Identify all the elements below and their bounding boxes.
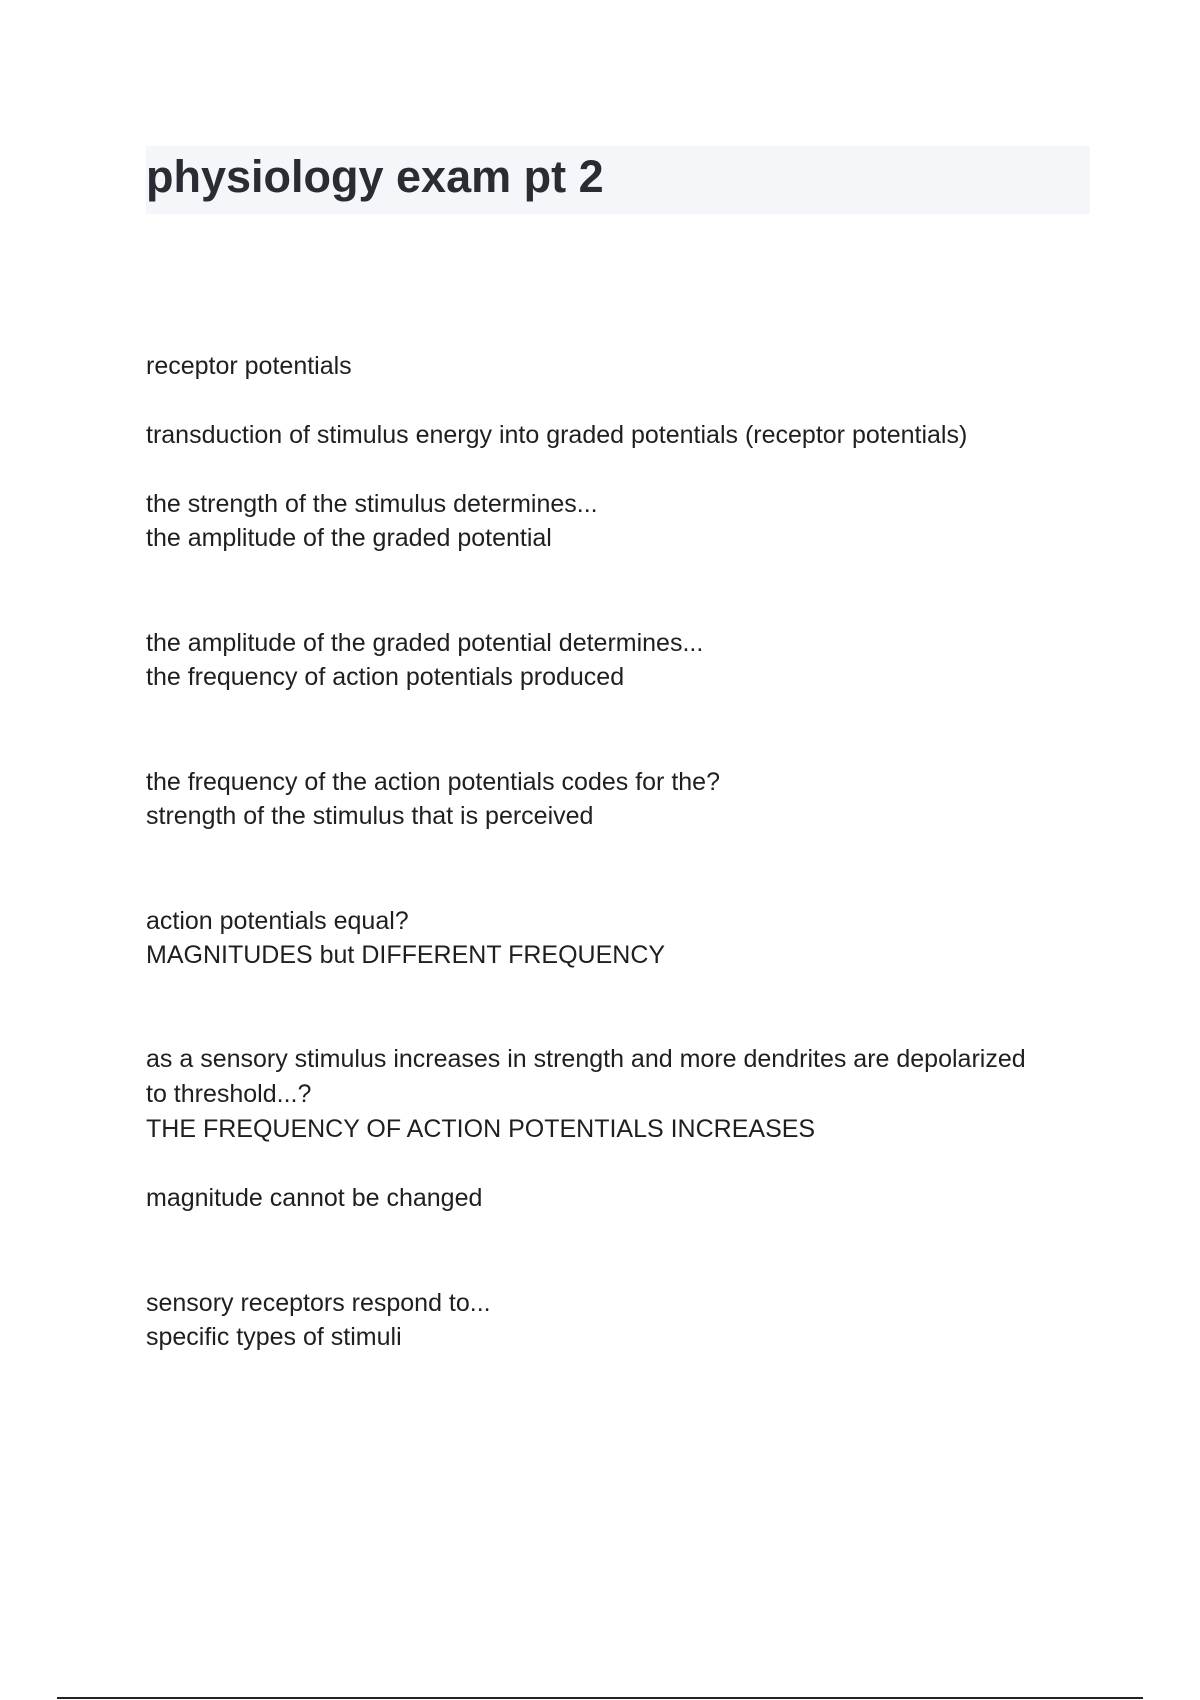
title-bar <box>146 146 1090 214</box>
text-line: the strength of the stimulus determines... <box>146 490 598 518</box>
text-line: the amplitude of the graded potential determines... <box>146 629 704 657</box>
text-line: action potentials equal? <box>146 907 409 935</box>
text-line: the frequency of the action potentials codes for the? <box>146 768 720 796</box>
bottom-divider <box>57 1697 1143 1699</box>
text-line: THE FREQUENCY OF ACTION POTENTIALS INCREASES <box>146 1115 816 1143</box>
text-line: strength of the stimulus that is perceived <box>146 802 594 830</box>
text-line: the frequency of action potentials produced <box>146 663 625 691</box>
text-line: specific types of stimuli <box>146 1323 402 1351</box>
text-line: to threshold...? <box>146 1080 312 1108</box>
text-line: sensory receptors respond to... <box>146 1289 491 1317</box>
text-line: magnitude cannot be changed <box>146 1184 483 1212</box>
page-title: physiology exam pt 2 <box>146 151 604 202</box>
text-line: MAGNITUDES but DIFFERENT FREQUENCY <box>146 941 666 969</box>
text-line: receptor potentials <box>146 352 352 380</box>
text-line: the amplitude of the graded potential <box>146 524 552 552</box>
text-line: transduction of stimulus energy into graded potentials (receptor potentials) <box>146 421 968 449</box>
text-line: as a sensory stimulus increases in strength and more dendrites are depolarized <box>146 1045 1026 1073</box>
